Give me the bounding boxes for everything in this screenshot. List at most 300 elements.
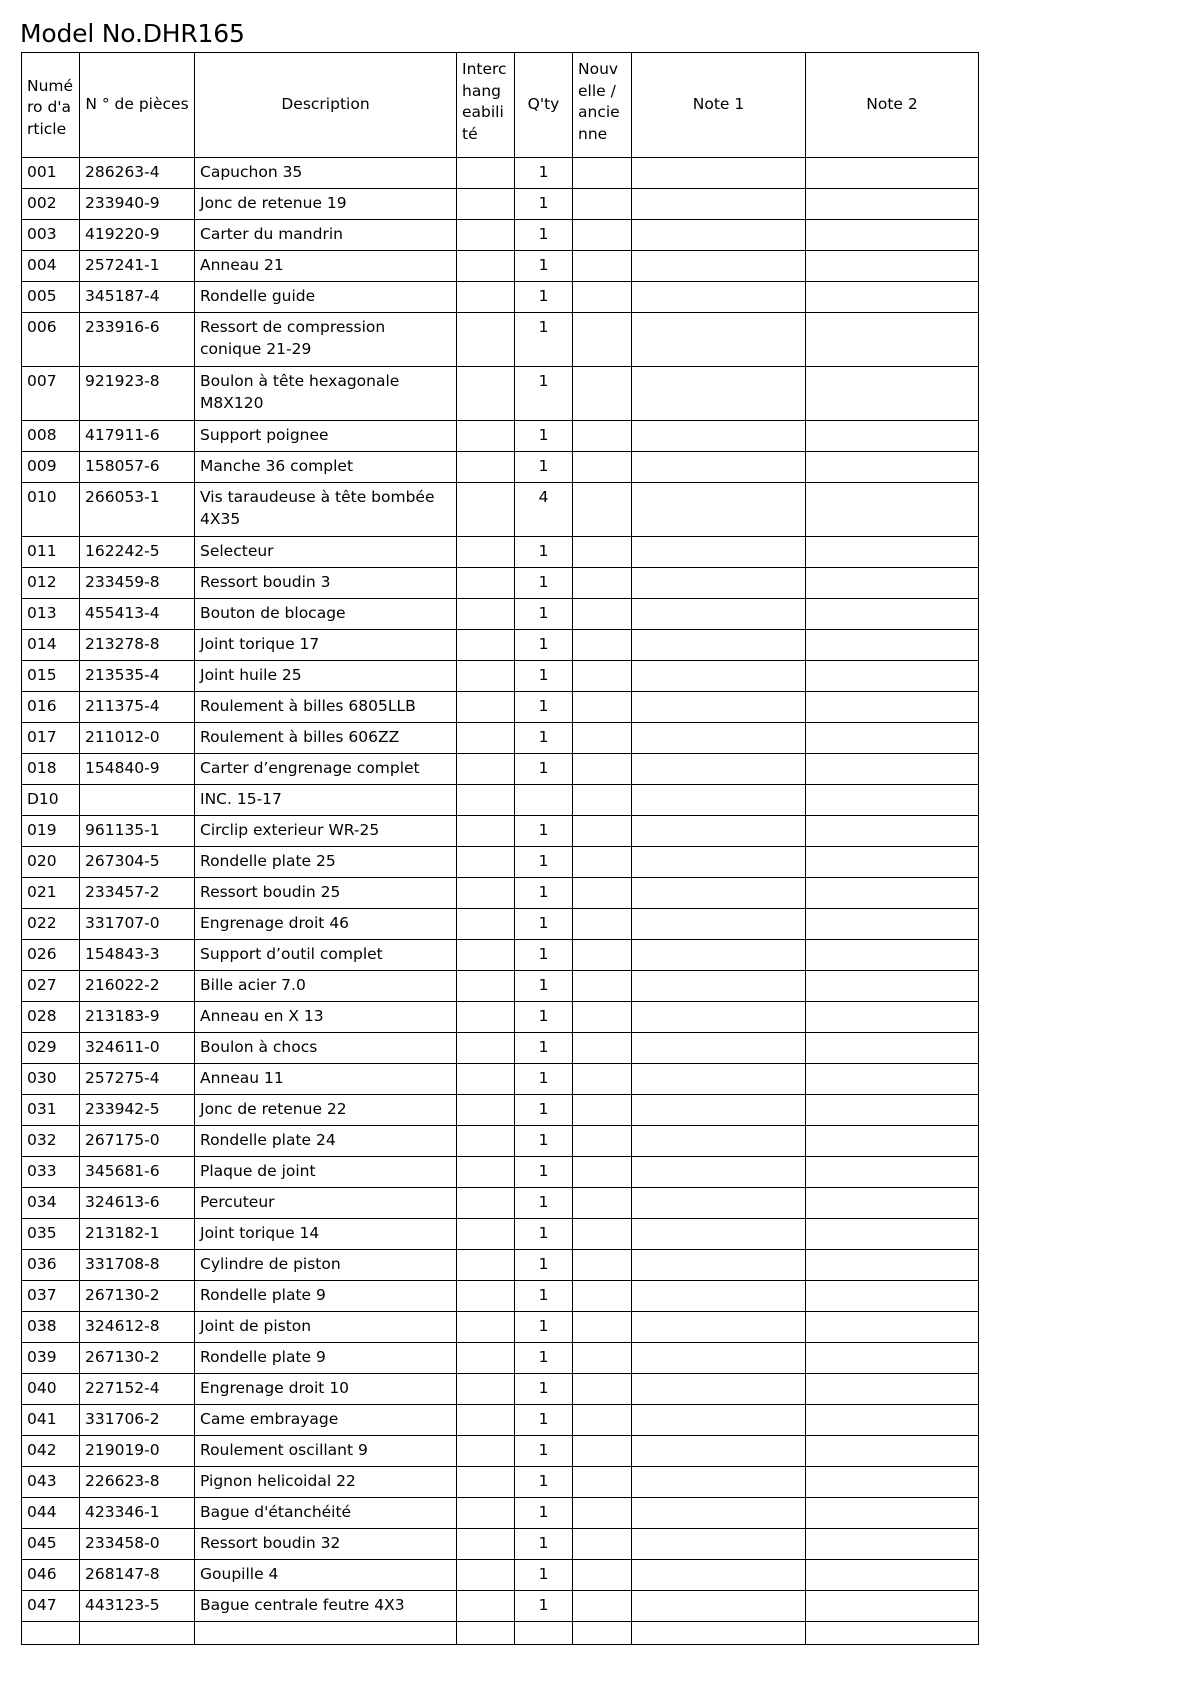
cell-part-no: 331706-2 xyxy=(80,1405,195,1436)
cell-item-no: 033 xyxy=(22,1157,80,1188)
table-row xyxy=(22,1312,979,1343)
cell-qty: 1 xyxy=(515,1312,573,1343)
cell-description: Roulement oscillant 9 xyxy=(195,1436,457,1467)
cell-description: Selecteur xyxy=(195,537,457,568)
cell-note-2 xyxy=(806,1281,979,1312)
cell-interchangeability xyxy=(457,1219,515,1250)
cell-interchangeability xyxy=(457,940,515,971)
cell-item-no: 021 xyxy=(22,878,80,909)
cell-interchangeability xyxy=(457,1188,515,1219)
cell-new-old xyxy=(573,971,632,1002)
cell-note-2 xyxy=(806,158,979,189)
cell-interchangeability xyxy=(457,1343,515,1374)
cell-new-old xyxy=(573,878,632,909)
cell-description: Engrenage droit 46 xyxy=(195,909,457,940)
table-row xyxy=(22,723,979,754)
cell-note-1 xyxy=(632,1126,806,1157)
cell-note-2 xyxy=(806,1250,979,1281)
cell-description: Bague d'étanchéité xyxy=(195,1498,457,1529)
cell-new-old xyxy=(573,282,632,313)
cell-interchangeability xyxy=(457,313,515,367)
cell-part-no: 219019-0 xyxy=(80,1436,195,1467)
cell-item-no: 032 xyxy=(22,1126,80,1157)
cell-note-1 xyxy=(632,1219,806,1250)
cell-new-old xyxy=(573,251,632,282)
header-item-no: Numéro d'article xyxy=(22,53,80,158)
cell-new-old xyxy=(573,158,632,189)
cell-item-no: 016 xyxy=(22,692,80,723)
cell-new-old xyxy=(573,1219,632,1250)
cell-note-2 xyxy=(806,692,979,723)
cell-item-no: 029 xyxy=(22,1033,80,1064)
cell-item-no: 034 xyxy=(22,1188,80,1219)
cell-item-no: 013 xyxy=(22,599,80,630)
cell-qty: 1 xyxy=(515,816,573,847)
cell-note-1 xyxy=(632,661,806,692)
cell-part-no: 233942-5 xyxy=(80,1095,195,1126)
table-row xyxy=(22,754,979,785)
cell-interchangeability xyxy=(457,1467,515,1498)
cell-description: Cylindre de piston xyxy=(195,1250,457,1281)
cell-part-no: 267130-2 xyxy=(80,1343,195,1374)
cell-qty: 1 xyxy=(515,1436,573,1467)
cell-part-no: 345187-4 xyxy=(80,282,195,313)
cell-new-old xyxy=(573,1436,632,1467)
cell-part-no: 226623-8 xyxy=(80,1467,195,1498)
cell-new-old xyxy=(573,568,632,599)
cell-description: Bouton de blocage xyxy=(195,599,457,630)
cell-part-no: 233457-2 xyxy=(80,878,195,909)
cell-interchangeability xyxy=(457,847,515,878)
cell-note-1 xyxy=(632,816,806,847)
cell-note-1 xyxy=(632,599,806,630)
cell-description: Jonc de retenue 19 xyxy=(195,189,457,220)
header-note-2: Note 2 xyxy=(806,53,979,158)
cell-description: Capuchon 35 xyxy=(195,158,457,189)
cell-new-old xyxy=(573,754,632,785)
table-row xyxy=(22,251,979,282)
cell-note-2 xyxy=(806,220,979,251)
cell-qty: 1 xyxy=(515,251,573,282)
table-row xyxy=(22,599,979,630)
cell-new-old xyxy=(573,1157,632,1188)
cell-description: Came embrayage xyxy=(195,1405,457,1436)
cell-qty: 1 xyxy=(515,1591,573,1622)
cell-empty xyxy=(573,1622,632,1645)
cell-interchangeability xyxy=(457,599,515,630)
cell-interchangeability xyxy=(457,1405,515,1436)
table-row xyxy=(22,1591,979,1622)
cell-part-no: 417911-6 xyxy=(80,421,195,452)
cell-item-no: 044 xyxy=(22,1498,80,1529)
cell-new-old xyxy=(573,537,632,568)
cell-item-no: 008 xyxy=(22,421,80,452)
cell-part-no: 257241-1 xyxy=(80,251,195,282)
cell-note-2 xyxy=(806,1126,979,1157)
cell-item-no: 037 xyxy=(22,1281,80,1312)
cell-item-no: 039 xyxy=(22,1343,80,1374)
cell-item-no: 030 xyxy=(22,1064,80,1095)
cell-description: Bague centrale feutre 4X3 xyxy=(195,1591,457,1622)
cell-interchangeability xyxy=(457,754,515,785)
cell-part-no: 257275-4 xyxy=(80,1064,195,1095)
cell-note-2 xyxy=(806,878,979,909)
cell-empty xyxy=(80,1622,195,1645)
cell-description: Vis taraudeuse à tête bombée 4X35 xyxy=(195,483,457,537)
header-note-1: Note 1 xyxy=(632,53,806,158)
cell-interchangeability xyxy=(457,282,515,313)
table-row xyxy=(22,1374,979,1405)
cell-part-no: 267175-0 xyxy=(80,1126,195,1157)
cell-note-1 xyxy=(632,1095,806,1126)
header-interchangeability: Interchangeabilité xyxy=(457,53,515,158)
cell-description: Pignon helicoidal 22 xyxy=(195,1467,457,1498)
cell-new-old xyxy=(573,1343,632,1374)
cell-new-old xyxy=(573,1188,632,1219)
cell-item-no: D10 xyxy=(22,785,80,816)
cell-description: Joint torique 17 xyxy=(195,630,457,661)
cell-qty: 1 xyxy=(515,158,573,189)
cell-item-no: 005 xyxy=(22,282,80,313)
cell-new-old xyxy=(573,630,632,661)
cell-qty: 1 xyxy=(515,1529,573,1560)
cell-part-no: 267130-2 xyxy=(80,1281,195,1312)
cell-qty: 1 xyxy=(515,367,573,421)
cell-new-old xyxy=(573,847,632,878)
cell-interchangeability xyxy=(457,367,515,421)
cell-qty: 1 xyxy=(515,313,573,367)
cell-note-1 xyxy=(632,847,806,878)
cell-note-1 xyxy=(632,1312,806,1343)
cell-note-2 xyxy=(806,1157,979,1188)
cell-description: Percuteur xyxy=(195,1188,457,1219)
cell-note-2 xyxy=(806,367,979,421)
table-row xyxy=(22,367,979,421)
cell-description: Rondelle plate 9 xyxy=(195,1343,457,1374)
cell-part-no: 443123-5 xyxy=(80,1591,195,1622)
cell-empty xyxy=(22,1622,80,1645)
cell-item-no: 028 xyxy=(22,1002,80,1033)
cell-part-no: 213535-4 xyxy=(80,661,195,692)
cell-note-1 xyxy=(632,1281,806,1312)
cell-new-old xyxy=(573,313,632,367)
table-row xyxy=(22,483,979,537)
cell-item-no: 007 xyxy=(22,367,80,421)
cell-note-1 xyxy=(632,1250,806,1281)
cell-note-2 xyxy=(806,1436,979,1467)
cell-description: Boulon à chocs xyxy=(195,1033,457,1064)
cell-qty: 1 xyxy=(515,282,573,313)
cell-new-old xyxy=(573,692,632,723)
cell-qty: 1 xyxy=(515,630,573,661)
cell-qty: 1 xyxy=(515,661,573,692)
cell-note-2 xyxy=(806,723,979,754)
cell-note-2 xyxy=(806,909,979,940)
cell-qty: 1 xyxy=(515,1343,573,1374)
cell-empty xyxy=(457,1622,515,1645)
cell-item-no: 031 xyxy=(22,1095,80,1126)
cell-part-no: 154840-9 xyxy=(80,754,195,785)
cell-empty xyxy=(632,1622,806,1645)
cell-item-no: 045 xyxy=(22,1529,80,1560)
cell-note-2 xyxy=(806,251,979,282)
cell-note-2 xyxy=(806,1343,979,1374)
cell-interchangeability xyxy=(457,537,515,568)
cell-note-1 xyxy=(632,158,806,189)
cell-description: Plaque de joint xyxy=(195,1157,457,1188)
cell-note-2 xyxy=(806,1529,979,1560)
cell-description: INC. 15-17 xyxy=(195,785,457,816)
table-row xyxy=(22,971,979,1002)
cell-note-2 xyxy=(806,1312,979,1343)
table-row xyxy=(22,421,979,452)
cell-description: Joint de piston xyxy=(195,1312,457,1343)
cell-note-2 xyxy=(806,1560,979,1591)
cell-description: Ressort de compression conique 21-29 xyxy=(195,313,457,367)
cell-item-no: 015 xyxy=(22,661,80,692)
table-row-continued xyxy=(22,1622,979,1645)
cell-item-no: 012 xyxy=(22,568,80,599)
cell-note-1 xyxy=(632,971,806,1002)
cell-description: Goupille 4 xyxy=(195,1560,457,1591)
cell-description: Bille acier 7.0 xyxy=(195,971,457,1002)
cell-note-1 xyxy=(632,1033,806,1064)
cell-item-no: 026 xyxy=(22,940,80,971)
cell-new-old xyxy=(573,1281,632,1312)
cell-description: Roulement à billes 606ZZ xyxy=(195,723,457,754)
cell-interchangeability xyxy=(457,251,515,282)
cell-note-2 xyxy=(806,599,979,630)
cell-part-no: 233916-6 xyxy=(80,313,195,367)
cell-note-2 xyxy=(806,1405,979,1436)
cell-new-old xyxy=(573,1033,632,1064)
cell-description: Anneau 11 xyxy=(195,1064,457,1095)
cell-note-2 xyxy=(806,1591,979,1622)
cell-note-2 xyxy=(806,661,979,692)
table-row xyxy=(22,313,979,367)
cell-qty: 1 xyxy=(515,421,573,452)
cell-note-2 xyxy=(806,313,979,367)
cell-qty: 4 xyxy=(515,483,573,537)
cell-part-no: 324612-8 xyxy=(80,1312,195,1343)
cell-new-old xyxy=(573,1126,632,1157)
cell-part-no: 266053-1 xyxy=(80,483,195,537)
cell-interchangeability xyxy=(457,483,515,537)
cell-item-no: 027 xyxy=(22,971,80,1002)
cell-note-1 xyxy=(632,1002,806,1033)
cell-description: Rondelle plate 25 xyxy=(195,847,457,878)
cell-qty: 1 xyxy=(515,1374,573,1405)
cell-part-no: 286263-4 xyxy=(80,158,195,189)
cell-item-no: 046 xyxy=(22,1560,80,1591)
cell-new-old xyxy=(573,940,632,971)
cell-interchangeability xyxy=(457,1529,515,1560)
cell-part-no: 331707-0 xyxy=(80,909,195,940)
cell-item-no: 003 xyxy=(22,220,80,251)
cell-part-no: 324611-0 xyxy=(80,1033,195,1064)
cell-interchangeability xyxy=(457,785,515,816)
cell-new-old xyxy=(573,1064,632,1095)
cell-interchangeability xyxy=(457,661,515,692)
page-title: Model No.DHR165 xyxy=(20,19,245,48)
cell-item-no: 010 xyxy=(22,483,80,537)
cell-interchangeability xyxy=(457,1560,515,1591)
cell-part-no: 961135-1 xyxy=(80,816,195,847)
cell-description: Rondelle plate 24 xyxy=(195,1126,457,1157)
cell-note-2 xyxy=(806,785,979,816)
cell-note-1 xyxy=(632,537,806,568)
cell-qty: 1 xyxy=(515,909,573,940)
cell-note-1 xyxy=(632,1560,806,1591)
cell-qty: 1 xyxy=(515,452,573,483)
table-row xyxy=(22,1529,979,1560)
cell-note-2 xyxy=(806,940,979,971)
table-row xyxy=(22,1343,979,1374)
cell-interchangeability xyxy=(457,1033,515,1064)
cell-interchangeability xyxy=(457,1436,515,1467)
cell-note-1 xyxy=(632,1157,806,1188)
table-row xyxy=(22,847,979,878)
cell-note-1 xyxy=(632,421,806,452)
cell-interchangeability xyxy=(457,158,515,189)
cell-description: Rondelle plate 9 xyxy=(195,1281,457,1312)
table-row xyxy=(22,1560,979,1591)
cell-item-no: 035 xyxy=(22,1219,80,1250)
cell-note-1 xyxy=(632,251,806,282)
cell-part-no: 233458-0 xyxy=(80,1529,195,1560)
table-row xyxy=(22,1219,979,1250)
cell-item-no: 019 xyxy=(22,816,80,847)
cell-qty: 1 xyxy=(515,537,573,568)
cell-description: Carter d’engrenage complet xyxy=(195,754,457,785)
parts-table xyxy=(21,52,979,1645)
cell-qty: 1 xyxy=(515,1188,573,1219)
cell-note-1 xyxy=(632,723,806,754)
cell-interchangeability xyxy=(457,421,515,452)
cell-new-old xyxy=(573,1560,632,1591)
cell-note-2 xyxy=(806,537,979,568)
cell-note-2 xyxy=(806,971,979,1002)
cell-note-1 xyxy=(632,367,806,421)
cell-new-old xyxy=(573,421,632,452)
header-qty: Q'ty xyxy=(515,53,573,158)
cell-description: Circlip exterieur WR-25 xyxy=(195,816,457,847)
cell-part-no: 213183-9 xyxy=(80,1002,195,1033)
cell-new-old xyxy=(573,785,632,816)
cell-interchangeability xyxy=(457,909,515,940)
cell-item-no: 002 xyxy=(22,189,80,220)
cell-note-1 xyxy=(632,785,806,816)
cell-note-2 xyxy=(806,630,979,661)
cell-qty: 1 xyxy=(515,1219,573,1250)
cell-note-1 xyxy=(632,189,806,220)
cell-interchangeability xyxy=(457,568,515,599)
table-row xyxy=(22,1095,979,1126)
cell-item-no: 036 xyxy=(22,1250,80,1281)
cell-interchangeability xyxy=(457,1312,515,1343)
cell-note-2 xyxy=(806,1064,979,1095)
cell-qty: 1 xyxy=(515,1126,573,1157)
cell-note-1 xyxy=(632,909,806,940)
cell-item-no: 047 xyxy=(22,1591,80,1622)
cell-part-no: 213182-1 xyxy=(80,1219,195,1250)
table-body xyxy=(22,158,979,1645)
cell-description: Anneau 21 xyxy=(195,251,457,282)
cell-note-2 xyxy=(806,1374,979,1405)
cell-new-old xyxy=(573,909,632,940)
cell-description: Carter du mandrin xyxy=(195,220,457,251)
cell-part-no: 345681-6 xyxy=(80,1157,195,1188)
cell-part-no: 158057-6 xyxy=(80,452,195,483)
cell-part-no: 455413-4 xyxy=(80,599,195,630)
cell-description: Rondelle guide xyxy=(195,282,457,313)
cell-note-1 xyxy=(632,568,806,599)
cell-note-1 xyxy=(632,1436,806,1467)
cell-note-2 xyxy=(806,754,979,785)
cell-note-2 xyxy=(806,1002,979,1033)
header-description: Description xyxy=(195,53,457,158)
cell-note-1 xyxy=(632,1188,806,1219)
cell-note-2 xyxy=(806,452,979,483)
cell-part-no: 233459-8 xyxy=(80,568,195,599)
cell-interchangeability xyxy=(457,1002,515,1033)
cell-item-no: 040 xyxy=(22,1374,80,1405)
cell-part-no: 211375-4 xyxy=(80,692,195,723)
cell-qty: 1 xyxy=(515,754,573,785)
cell-empty xyxy=(195,1622,457,1645)
table-row xyxy=(22,1064,979,1095)
cell-interchangeability xyxy=(457,692,515,723)
table-row xyxy=(22,220,979,251)
cell-qty: 1 xyxy=(515,878,573,909)
cell-description: Roulement à billes 6805LLB xyxy=(195,692,457,723)
cell-interchangeability xyxy=(457,878,515,909)
table-row xyxy=(22,1281,979,1312)
cell-interchangeability xyxy=(457,723,515,754)
cell-part-no: 419220-9 xyxy=(80,220,195,251)
cell-note-2 xyxy=(806,1219,979,1250)
cell-item-no: 041 xyxy=(22,1405,80,1436)
cell-note-2 xyxy=(806,568,979,599)
cell-qty: 1 xyxy=(515,189,573,220)
header-part-no: N ° de pièces xyxy=(80,53,195,158)
cell-part-no: 162242-5 xyxy=(80,537,195,568)
cell-new-old xyxy=(573,1529,632,1560)
cell-qty: 1 xyxy=(515,723,573,754)
cell-description: Joint huile 25 xyxy=(195,661,457,692)
cell-interchangeability xyxy=(457,971,515,1002)
cell-qty: 1 xyxy=(515,847,573,878)
cell-new-old xyxy=(573,367,632,421)
cell-new-old xyxy=(573,1405,632,1436)
cell-part-no xyxy=(80,785,195,816)
cell-interchangeability xyxy=(457,1374,515,1405)
cell-note-1 xyxy=(632,313,806,367)
cell-note-1 xyxy=(632,1467,806,1498)
cell-qty: 1 xyxy=(515,971,573,1002)
table-row xyxy=(22,1436,979,1467)
cell-interchangeability xyxy=(457,189,515,220)
table-row xyxy=(22,785,979,816)
cell-item-no: 014 xyxy=(22,630,80,661)
cell-description: Manche 36 complet xyxy=(195,452,457,483)
cell-qty: 1 xyxy=(515,940,573,971)
header-new-old: Nouvelle / ancienne xyxy=(573,53,632,158)
cell-note-1 xyxy=(632,1374,806,1405)
cell-qty: 1 xyxy=(515,1095,573,1126)
cell-note-2 xyxy=(806,1467,979,1498)
cell-interchangeability xyxy=(457,220,515,251)
